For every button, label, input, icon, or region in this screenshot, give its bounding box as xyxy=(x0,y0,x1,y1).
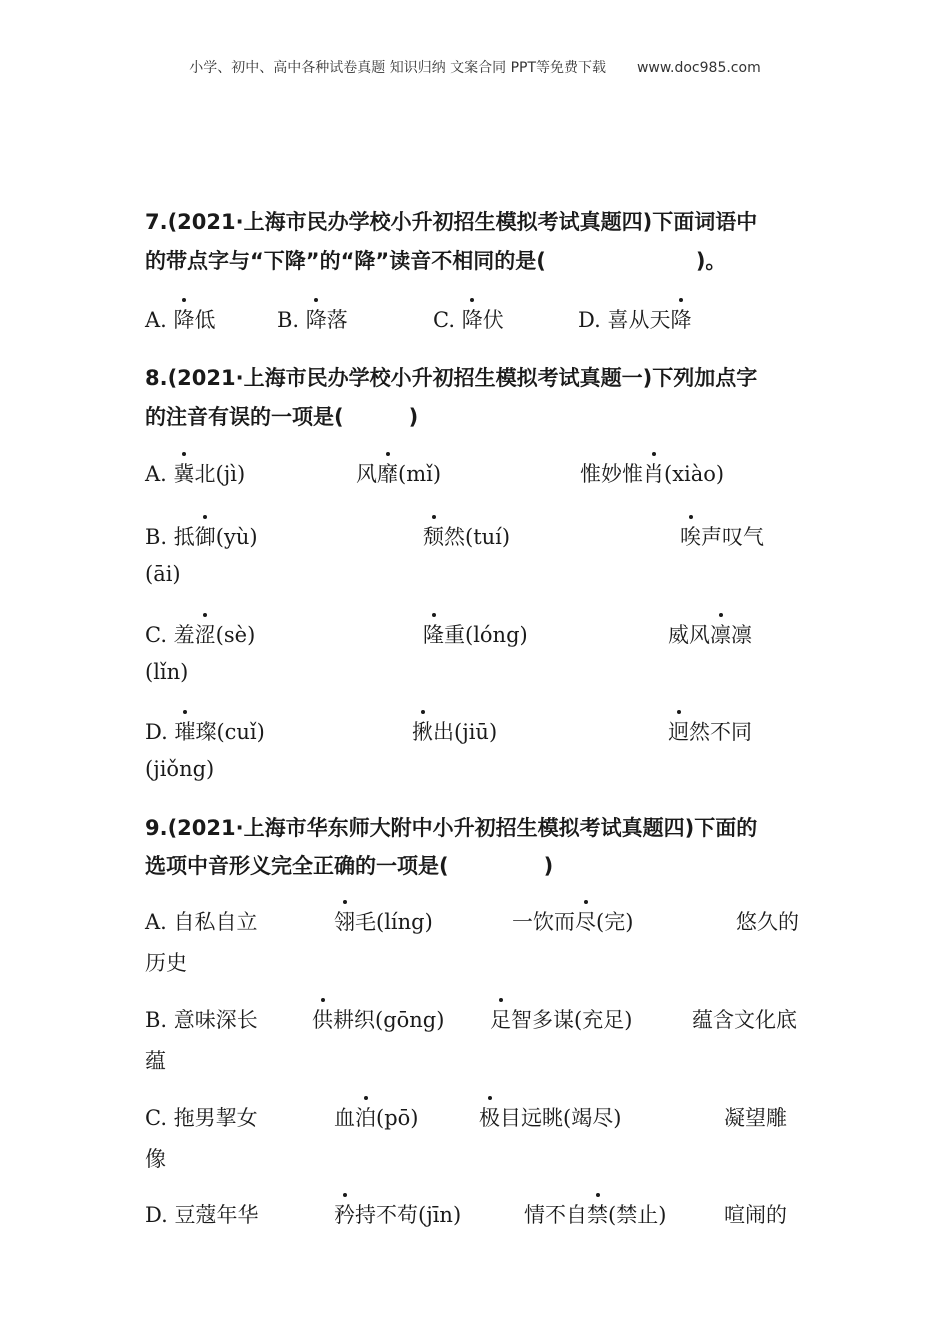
dotted-char: 靡 xyxy=(377,458,398,488)
text: B. 抵 xyxy=(145,525,195,549)
dotted-char: 足 xyxy=(490,1004,511,1034)
q9-d-item3 xyxy=(524,1199,666,1229)
q9-c-item2 xyxy=(334,1102,418,1132)
q8-c-item3 xyxy=(668,619,752,649)
dotted-char: 降 xyxy=(174,304,195,334)
q8-c-wrap: (lǐn) xyxy=(145,660,189,684)
text: 喧闹的 xyxy=(724,1203,787,1227)
q9-b-item1[interactable] xyxy=(145,1004,258,1034)
text: 悠久的 xyxy=(736,910,799,934)
q8-close: ) xyxy=(408,405,419,429)
dotted-char: 极 xyxy=(479,1102,500,1132)
text: 重(lóng) xyxy=(444,623,528,647)
header-url: www.doc985.com xyxy=(636,60,761,76)
text: 北(jì) xyxy=(194,462,246,486)
option-text: 喜从天 xyxy=(607,308,671,332)
q8-b-item3 xyxy=(680,521,764,551)
q7-option-d[interactable] xyxy=(578,304,691,334)
q8-d-item1[interactable] xyxy=(145,716,265,746)
dotted-char: 颓 xyxy=(423,521,444,551)
q7-option-a[interactable] xyxy=(145,304,216,334)
dotted-char: 隆 xyxy=(423,619,444,649)
q8-a-item1[interactable] xyxy=(145,458,245,488)
page-header xyxy=(0,57,950,77)
q8-d-wrap: (jiǒng) xyxy=(145,757,215,781)
dotted-char: 泊 xyxy=(355,1102,376,1132)
text: (pō) xyxy=(376,1106,419,1130)
q9-c-item4 xyxy=(724,1102,787,1132)
option-text: 落 xyxy=(326,308,348,332)
q9-a-item1[interactable] xyxy=(145,906,258,936)
q9-a-item4 xyxy=(736,906,799,936)
q7-title-line1: 7.(2021·上海市民办学校小升初招生模拟考试真题四)下面词语中 xyxy=(145,210,758,234)
option-text: 伏 xyxy=(482,308,504,332)
q7-title-line2 xyxy=(145,245,726,275)
q8-c-item2 xyxy=(423,619,528,649)
q9-title-line2 xyxy=(145,850,553,880)
dotted-char: 涩 xyxy=(195,619,216,649)
q8-b-item2 xyxy=(423,521,510,551)
q8-title-line2 xyxy=(145,401,418,431)
q8-stem: 的注音有误的一项是( xyxy=(145,405,344,429)
option-label: A. xyxy=(145,308,167,332)
q8-d-item3 xyxy=(668,716,752,746)
q8-a-item3 xyxy=(580,458,724,488)
text: 声叹气 xyxy=(701,525,764,549)
option-label: D. xyxy=(578,308,601,332)
text: D. xyxy=(145,720,175,744)
dotted-char: 迥 xyxy=(668,716,689,746)
q9-title-line1: 9.(2021·上海市华东师大附中小升初招生模拟考试真题四)下面的 xyxy=(145,816,758,840)
q8-d-item2 xyxy=(412,716,497,746)
q9-b-wrap: 蕴 xyxy=(145,1049,166,1073)
dotted-char: 供 xyxy=(312,1004,333,1034)
q8-b-item1[interactable] xyxy=(145,521,258,551)
text: 一饮而 xyxy=(512,910,575,934)
q8-a-item2 xyxy=(356,458,441,488)
dotted-char: 唉 xyxy=(680,521,701,551)
text: A. xyxy=(145,462,174,486)
dotted-char: 冀 xyxy=(174,458,195,488)
dotted-char: 降 xyxy=(670,304,691,334)
q9-d-item1[interactable] xyxy=(145,1199,258,1229)
q9-b-item4 xyxy=(692,1004,797,1034)
option-label: B. xyxy=(277,308,300,332)
q9-b-item2 xyxy=(312,1004,444,1034)
q8-b-wrap: (āi) xyxy=(145,562,181,586)
dotted-char: 降 xyxy=(462,304,483,334)
dotted-char: 尽 xyxy=(575,906,596,936)
text: (yù) xyxy=(215,525,258,549)
text: 情不自 xyxy=(524,1203,587,1227)
q9-d-item4 xyxy=(724,1199,787,1229)
text: C. 拖男挈女 xyxy=(145,1106,258,1130)
q9-a-item3 xyxy=(512,906,633,936)
dotted-char: 璀 xyxy=(174,716,195,746)
text: 凛 xyxy=(731,623,752,647)
text: (xiào) xyxy=(664,462,725,486)
text: 风 xyxy=(356,462,377,486)
text: B. 意味深长 xyxy=(145,1008,258,1032)
text: (mǐ) xyxy=(398,462,442,486)
header-text: 小学、初中、高中各种试卷真题 知识归纳 文案合同 PPT等免费下载 xyxy=(189,60,607,76)
q7-option-c[interactable] xyxy=(433,304,504,334)
text: 目远眺(竭尽) xyxy=(500,1106,622,1130)
text: C. 羞 xyxy=(145,623,195,647)
dotted-char: 凛 xyxy=(710,619,731,649)
text: D. 豆蔻年华 xyxy=(145,1203,259,1227)
q8-c-item1[interactable] xyxy=(145,619,255,649)
dotted-char: 御 xyxy=(195,521,216,551)
text: 璨(cuǐ) xyxy=(195,720,265,744)
dotted-char: 揪 xyxy=(412,716,433,746)
text: (完) xyxy=(596,910,634,934)
q9-b-item3 xyxy=(490,1004,632,1034)
q9-c-wrap: 像 xyxy=(145,1147,166,1171)
text: 出(jiū) xyxy=(433,720,498,744)
q9-close: ) xyxy=(543,854,554,878)
q8-title-line1: 8.(2021·上海市民办学校小升初招生模拟考试真题一)下列加点字 xyxy=(145,366,758,390)
text: 毛(líng) xyxy=(355,910,433,934)
text: A. 自私自立 xyxy=(145,910,258,934)
q9-stem: 选项中音形义完全正确的一项是( xyxy=(145,854,449,878)
text: 惟妙惟 xyxy=(580,462,643,486)
q7-stem: 的带点字与“下降”的“降”读音不相同的是( xyxy=(145,249,546,273)
dotted-char: 禁 xyxy=(587,1199,608,1229)
q9-c-item3 xyxy=(479,1102,621,1132)
q9-a-item2 xyxy=(334,906,433,936)
text: (sè) xyxy=(215,623,256,647)
text: 凝望雕 xyxy=(724,1106,787,1130)
text: 血 xyxy=(334,1106,355,1130)
option-label: C. xyxy=(433,308,455,332)
text: 耕织(gōng) xyxy=(333,1008,445,1032)
q9-c-item1[interactable] xyxy=(145,1102,258,1132)
dotted-char: 翎 xyxy=(334,906,355,936)
text: 持不苟(jīn) xyxy=(355,1203,462,1227)
text: 蕴含文化底 xyxy=(692,1008,797,1032)
text: (禁止) xyxy=(608,1203,667,1227)
text: 威风 xyxy=(668,623,710,647)
q9-a-wrap: 历史 xyxy=(145,951,187,975)
dotted-char: 降 xyxy=(306,304,327,334)
q9-d-item2 xyxy=(334,1199,461,1229)
text: 然不同 xyxy=(689,720,752,744)
text: 然(tuí) xyxy=(444,525,511,549)
text: 智多谋(充足) xyxy=(511,1008,633,1032)
option-text: 低 xyxy=(194,308,216,332)
q7-option-b[interactable] xyxy=(277,304,348,334)
dotted-char: 矜 xyxy=(334,1199,355,1229)
q7-close: )。 xyxy=(695,249,727,273)
dotted-char: 肖 xyxy=(643,458,664,488)
